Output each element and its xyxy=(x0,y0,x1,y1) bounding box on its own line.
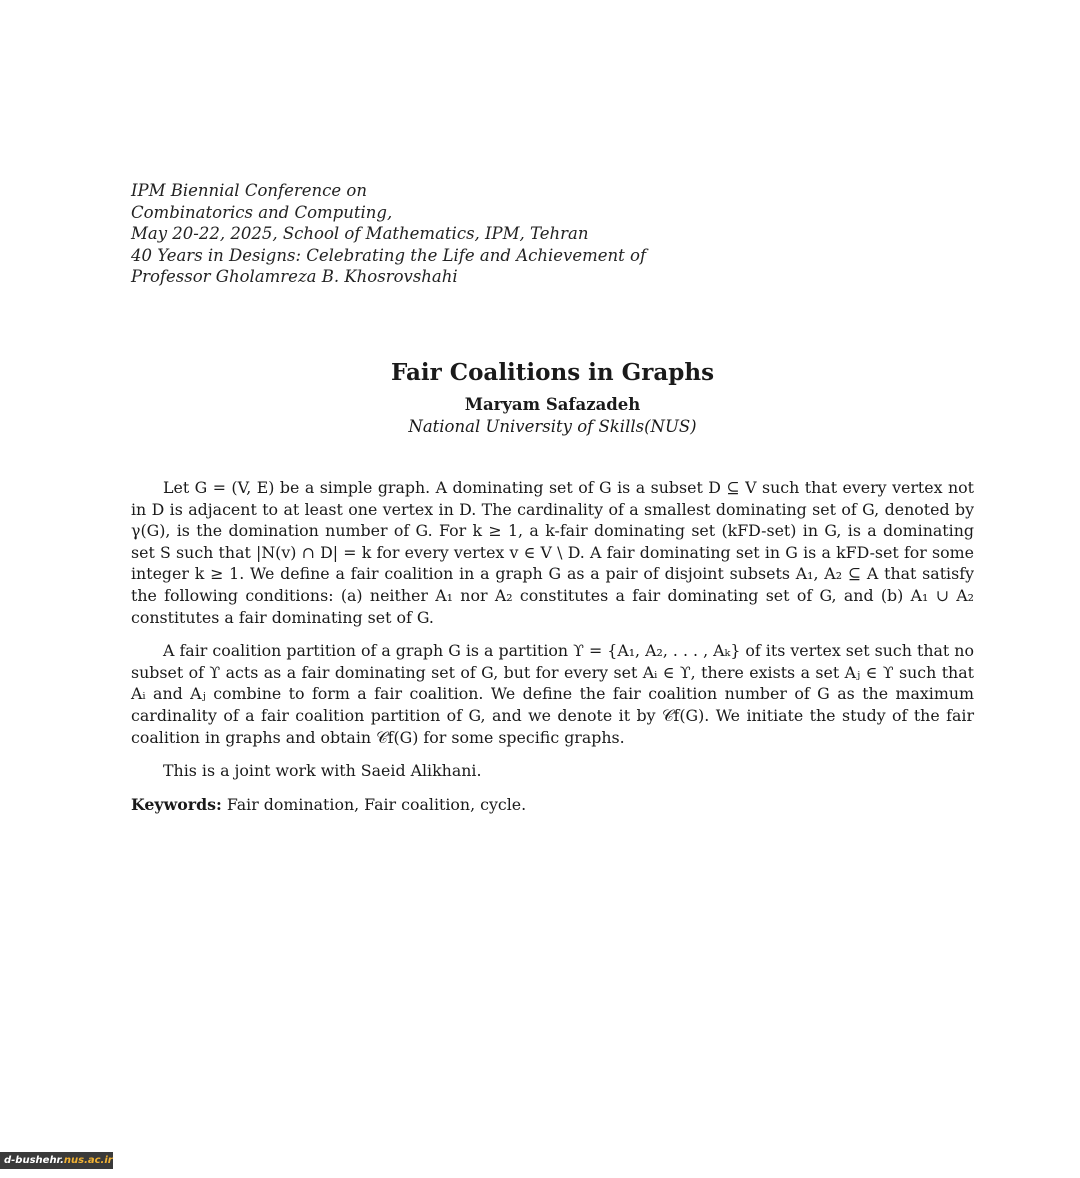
keywords xyxy=(131,794,974,816)
abstract-body xyxy=(131,477,974,827)
keywords-label: Keywords: xyxy=(131,794,222,814)
watermark-prefix: d-bushehr. xyxy=(4,1155,64,1166)
abstract-paragraph-2: A fair coalition partition of a graph G is a partition ϒ = {A₁, A₂, . . . , Aₖ} of its vertex set such that no subset of ϒ acts as a fair dominating set of G, but for every set Aᵢ ∈ ϒ, there exists a set Aⱼ ∈ ϒ such that Aᵢ and Aⱼ combine to form a fair coalition. We define the fair coalition number of G as the maximum cardinality of a fair coalition partition of G, and we denote it by 𝒞f(G). We initiate the study of the fair coalition in graphs and obtain 𝒞f(G) for some specific graphs. xyxy=(131,641,974,747)
author-affiliation: National University of Skills(NUS) xyxy=(408,417,697,436)
header-line-2: Combinatorics and Computing, xyxy=(131,202,393,222)
header-line-1: IPM Biennial Conference on xyxy=(131,181,367,200)
keywords-text: Fair domination, Fair coalition, cycle. xyxy=(226,794,527,814)
header-line-5: Professor Gholamreza B. Khosrovshahi xyxy=(131,267,458,287)
abstract-paragraph-1: Let G = (V, E) be a simple graph. A dominating set of G is a subset D ⊆ V such that every vertex not in D is adjacent to at least one vertex in D. The cardinality of a smallest dominating set of G, denoted by γ(G), is the domination number of G. For k ≥ 1, a k-fair dominating set (kFD-set) in G, is a dominating set S such that |N(v) ∩ D| = k for every vertex v ∈ V \ D. A fair dominating set in G is a kFD-set for some integer k ≥ 1. We define a fair coalition in a graph G as a pair of disjoint subsets A₁, A₂ ⊆ A that satisfy the following conditions: (a) neither A₁ nor A₂ constitutes a fair dominating set of G, and (b) A₁ ∪ A₂ constitutes a fair dominating set of G. xyxy=(131,478,974,627)
author-name: Maryam Safazadeh xyxy=(464,395,641,414)
site-watermark-link[interactable] xyxy=(0,1152,113,1169)
abstract-paragraph-3: This is a joint work with Saeid Alikhani. xyxy=(163,761,482,781)
conference-header xyxy=(131,180,731,288)
watermark-suffix: nus.ac.ir xyxy=(63,1155,113,1166)
paper-title: Fair Coalitions in Graphs xyxy=(390,359,715,386)
header-line-3: May 20-22, 2025, School of Mathematics, IPM, Tehran xyxy=(131,224,589,244)
header-line-4: 40 Years in Designs: Celebrating the Life and Achievement of xyxy=(131,245,647,265)
title-block xyxy=(131,356,974,437)
